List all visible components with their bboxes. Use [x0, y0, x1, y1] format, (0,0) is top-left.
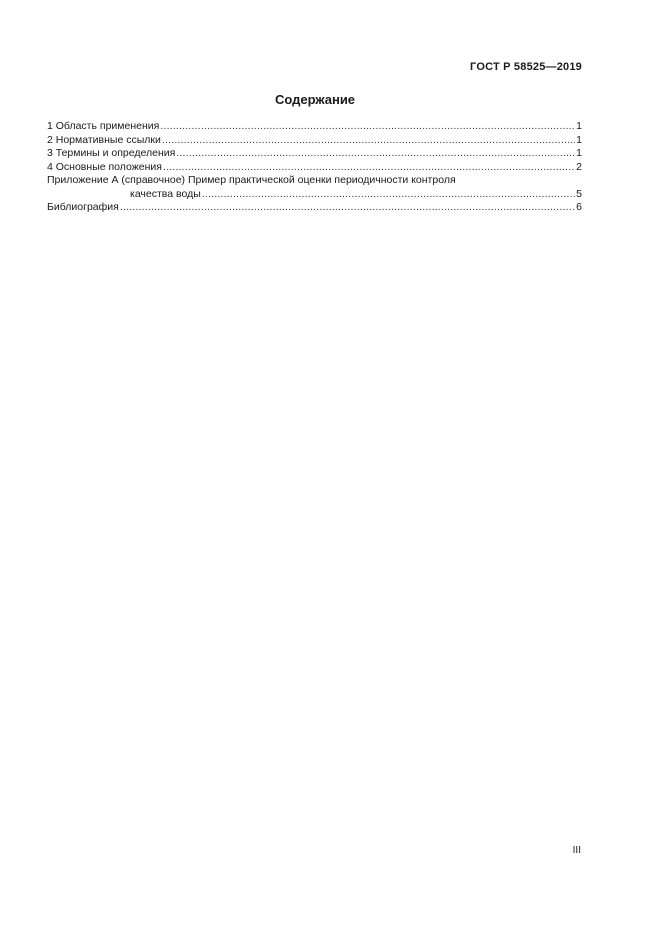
toc-item-page: 5 — [576, 187, 582, 200]
toc-leader-dots — [163, 161, 575, 175]
page-number: III — [572, 845, 581, 856]
toc-item-label: 4 Основные положения — [47, 160, 162, 173]
toc-leader-dots — [176, 147, 575, 161]
toc-item-normative-references[interactable] — [47, 134, 582, 148]
toc-item-terms-definitions[interactable] — [47, 147, 582, 161]
toc-item-label: 2 Нормативные ссылки — [47, 133, 161, 146]
toc-item-label: качества воды — [130, 187, 201, 200]
toc-item-page: 1 — [576, 133, 582, 146]
toc-item-general-provisions[interactable] — [47, 161, 582, 175]
toc-item-label: Библиография — [47, 201, 119, 213]
toc-item-page: 6 — [576, 201, 582, 213]
toc-item-page: 1 — [576, 147, 582, 159]
toc-item-label: 1 Область применения — [47, 120, 160, 132]
toc-leader-dots — [120, 201, 575, 215]
toc-appendix-title[interactable]: Приложение А (справочное) Пример практической оценки периодичности контроля — [47, 174, 456, 186]
toc-leader-dots — [160, 120, 575, 134]
toc-item-page: 1 — [576, 120, 582, 132]
toc-item-scope[interactable] — [47, 120, 582, 134]
toc-leader-dots — [202, 188, 575, 202]
toc-item-appendix-a[interactable] — [47, 188, 582, 202]
toc-item-page: 2 — [576, 160, 582, 173]
table-of-contents — [47, 120, 582, 215]
document-code: ГОСТ Р 58525—2019 — [470, 61, 582, 73]
toc-title: Содержание — [274, 92, 356, 107]
toc-item-label: 3 Термины и определения — [47, 147, 176, 159]
toc-item-bibliography[interactable] — [47, 201, 582, 215]
toc-leader-dots — [162, 134, 575, 148]
